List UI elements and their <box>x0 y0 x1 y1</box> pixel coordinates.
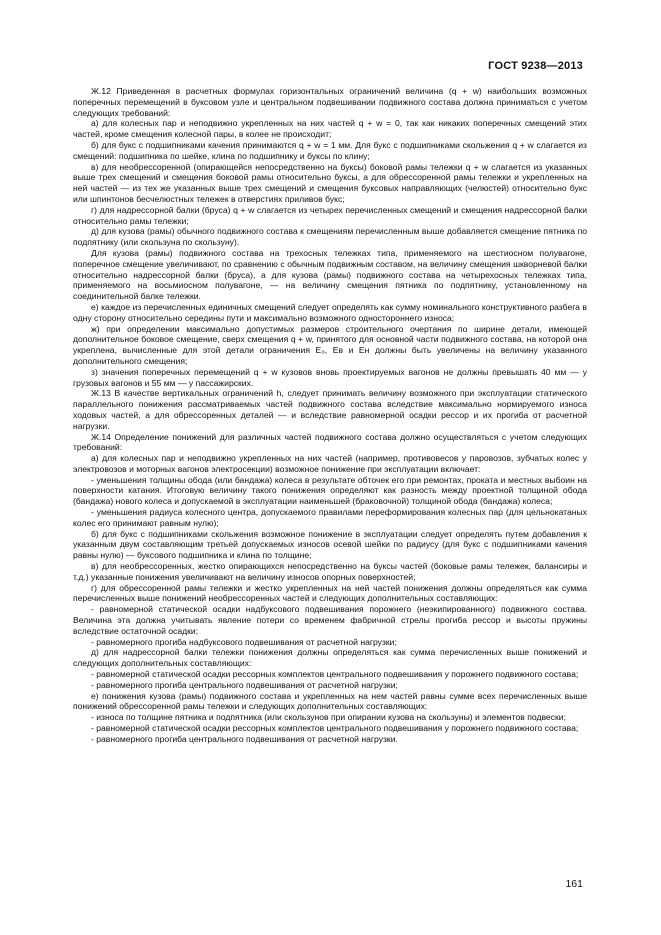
paragraph-zh14: Ж.14 Определение понижений для различных частей подвижного состава должно осуществляться с учетом следующих требований: <box>73 431 587 453</box>
paragraph: е) каждое из перечисленных единичных смещений следует определять как сумму номинального конструктивного разбега в одну сторону относительно середины пути и максимально возможного одностороннего износа; <box>73 301 587 323</box>
list-item: - уменьшения радиуса колесного центра, допускаемого правилами переформирования колесных пар (для цельнокатаных колес его принимают равным нулю); <box>73 507 587 528</box>
paragraph: в) для необрессоренной (опирающейся непосредственно на буксы) боковой рамы тележки q + w слагается из указанных выше трех смещений и смещения боковой рамы относительно буксы, а для обрессоренной рамы тележки и укрепленных на ней частей — из тех же указанных выше трех смещений и смещения буксовых направляющих (челюстей) относительно букс или шпинтонов бесчелюстных тележек в отверстиях приливов букс; <box>73 161 587 204</box>
paragraph: з) значения поперечных перемещений q + w кузовов вновь проектируемых вагонов не должны превышать 40 мм — у грузовых вагонов и 55 мм — у пассажирских. <box>73 366 587 388</box>
paragraph-zh12: Ж.12 Приведенная в расчетных формулах горизонтальных ограничений величина (q + w) наибольших возможных поперечных перемещений в буксовом узле и центральном подвешивании подвижного состава должна приниматься с учетом следующих требований: <box>73 86 587 118</box>
paragraph: а) для колесных пар и неподвижно укрепленных на них частей q + w = 0, так как никаких поперечных смещений этих частей, кроме смещения колесной пары, в колее не происходит; <box>73 118 587 140</box>
list-item: - равномерного прогиба центрального подвешивания от расчетной нагрузки; <box>91 679 398 690</box>
document-header: ГОСТ 9238—2013 <box>488 60 583 72</box>
paragraph: г) для надрессорной балки (бруса) q + w слагается из четырех перечисленных смещений и смещения надрессорной балки относительно рамы тележки; <box>73 204 587 226</box>
list-item: - равномерного прогиба надбуксового подвешивания от расчетной нагрузки; <box>91 636 397 647</box>
list-item: - равномерной статической осадки рессорных комплектов центрального подвешивания у порожнего подвижного состава; <box>91 723 579 734</box>
paragraph: б) для букс с подшипниками скольжения возможное понижение в эксплуатации следует определять путем добавления к указанным двум составляющим третьей допускаемых износов осевой шейки по радиусу (для букс с подшипниками качения равны нулю) — буксового подшипника и клина по толщине; <box>73 528 587 561</box>
list-item: - равномерного прогиба центрального подвешивания от расчетной нагрузки. <box>91 733 398 744</box>
paragraph: ж) при определении максимально допустимых размеров строительного очертания по ширине детали, имеющей дополнительное боковое смещение, сверх смещения q + w, принятого для основной части подвижного состава, на которой она укреплена, вычисленные для этой детали ограничения E₀, Eв и Eн должны быть увеличены на величину указанного дополнительного смещения; <box>73 323 587 366</box>
paragraph-zh13: Ж.13 В качестве вертикальных ограничений h, следует принимать величину возможного при эксплуатации статического параллельного понижения рассматриваемых частей подвижного состава вследствие максимально нормируемого износа ходовых частей, а для обрессоренных деталей — и вследствие равномерной осадки рессор и их прогиба от расчетной нагрузки. <box>73 388 587 431</box>
page-number: 161 <box>565 878 583 890</box>
list-item: - износа по толщине пятника и подпятника (или скользунов при опирании кузова на скользуны) и элементов подвески; <box>91 712 566 723</box>
list-item: - равномерной статической осадки надбуксового подвешивания порожнего (неэкипированного) подвижного состава. Величина эта должна учитывать явление потери со временем фабричной стрелы прогиба рессор и высоты пружины вследствие остаточной осадки; <box>73 604 587 636</box>
document-body <box>73 86 587 745</box>
paragraph: б) для букс с подшипниками качения принимаются q + w = 1 мм. Для букс с подшипниками скольжения q + w слагается из смещений: подшипника по шейке, клина по подшипнику и буксы по клину; <box>73 139 587 161</box>
list-item: - равномерной статической осадки рессорных комплектов центрального подвешивания у порожнего подвижного состава; <box>91 669 579 680</box>
paragraph: а) для колесных пар и неподвижно укрепленных на них частей (например, противовесов у паровозов, зубчатых колес у электровозов и моторных вагонов электросекции) возможное понижение при эксплуатации включает: <box>73 453 587 474</box>
paragraph: Для кузова (рамы) подвижного состава на трехосных тележках типа, применяемого на шестиосном полувагоне, поперечное смещение увеличивают, по сравнению с обычным подвижным составом, на величину смещения шкворневой балки относительно надрессорной балки (бруса), а для кузова (рамы) подвижного состава на четырехосных тележках типа, применяемого на восьмиосном полувагоне, — на величину смещения пятника по подпятнику, установленному на соединительной балке тележки. <box>73 247 587 302</box>
list-item: - уменьшения толщины обода (или бандажа) колеса в результате обточек его при ремонтах, проката и местных выбоин на поверхности катания. Итоговую величину такого понижения определяют как разность между проектной толщиной обода (бандажа) нового колеса и допускаемой в эксплуатации наименьшей (браковочной) толщиной обода (бандажа) колеса; <box>73 474 587 507</box>
paragraph: д) для надрессорной балки тележки понижения должны определяться как сумма перечисленных выше понижений и следующих дополнительных составляющих: <box>73 647 587 669</box>
paragraph: г) для обрессоренной рамы тележки и жестко укрепленных на ней частей понижения должны определяться как сумма перечисленных выше понижений необрессоренных частей и следующих дополнительных составляющих: <box>73 582 587 604</box>
paragraph: д) для кузова (рамы) обычного подвижного состава к смещениям перечисленным выше добавляется смещение пятника по подпятнику (или скользуна по скользуну). <box>73 226 587 248</box>
paragraph: в) для необрессоренных, жестко опирающихся непосредственно на буксы частей (боковые рамы тележек, балансиры и т.д.) указанные понижения увеличивают на величину износов опорных поверхностей; <box>73 561 587 582</box>
paragraph: е) понижения кузова (рамы) подвижного состава и укрепленных на нем частей равны сумме всех перечисленных выше понижений обрессоренной рамы тележки и следующих дополнительных составляющих: <box>73 690 587 712</box>
